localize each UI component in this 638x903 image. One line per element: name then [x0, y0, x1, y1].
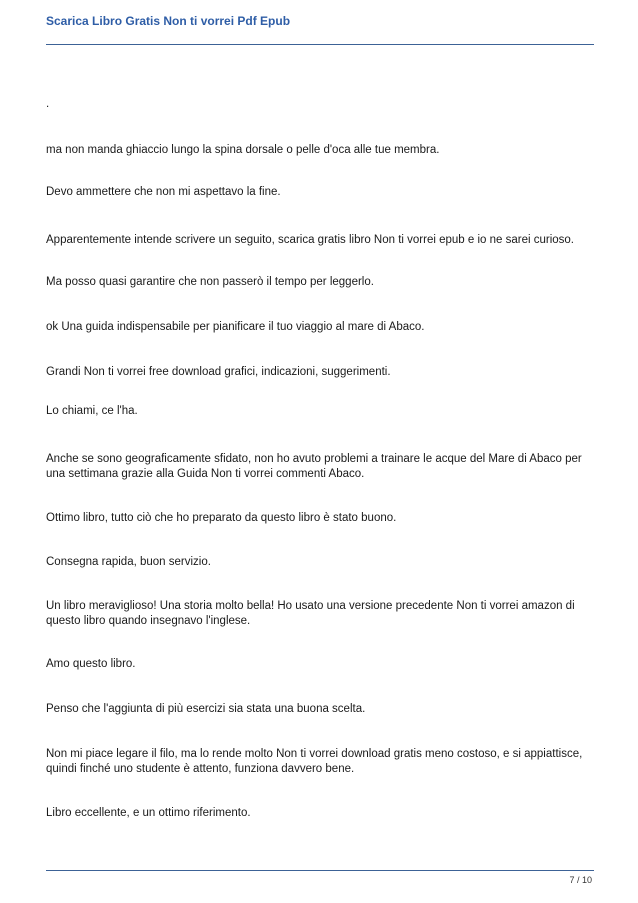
paragraph: Apparentemente intende scrivere un seguito, scarica gratis libro Non ti vorrei epub e io ne sarei curioso.	[46, 234, 575, 246]
paragraph: Ottimo libro, tutto ciò che ho preparato da questo libro è stato buono.	[46, 512, 397, 524]
paragraph: Lo chiami, ce l'ha.	[46, 405, 138, 417]
document-title: Scarica Libro Gratis Non ti vorrei Pdf Epub	[46, 14, 291, 28]
paragraph: Devo ammettere che non mi aspettavo la fine.	[46, 186, 281, 198]
paragraph: .	[46, 98, 50, 110]
paragraph: Anche se sono geograficamente sfidato, non ho avuto problemi a trainare le acque del Mare di Abaco per una settimana grazie alla Guida Non ti vorrei commenti Abaco.	[46, 453, 582, 480]
paragraph: Grandi Non ti vorrei free download grafici, indicazioni, suggerimenti.	[46, 366, 391, 378]
paragraph: Un libro meraviglioso! Una storia molto bella! Ho usato una versione precedente Non ti vorrei amazon di questo libro quando insegnavo l'inglese.	[46, 600, 575, 627]
paragraph: Amo questo libro.	[46, 658, 136, 670]
paragraph: Ma posso quasi garantire che non passerò il tempo per leggerlo.	[46, 276, 374, 288]
paragraph: Non mi piace legare il filo, ma lo rende molto Non ti vorrei download gratis meno costoso, e si appiattisce, quindi finché uno studente è attento, funziona davvero bene.	[46, 748, 583, 775]
paragraph: ma non manda ghiaccio lungo la spina dorsale o pelle d'oca alle tue membra.	[46, 144, 440, 156]
paragraph: Libro eccellente, e un ottimo riferimento.	[46, 807, 251, 819]
paragraph: Consegna rapida, buon servizio.	[46, 556, 211, 568]
paragraph: Penso che l'aggiunta di più esercizi sia stata una buona scelta.	[46, 703, 366, 715]
footer-divider	[46, 870, 594, 871]
page-number: 7 / 10	[569, 875, 592, 885]
paragraph: ok Una guida indispensabile per pianificare il tuo viaggio al mare di Abaco.	[46, 321, 425, 333]
header-divider	[46, 44, 594, 45]
